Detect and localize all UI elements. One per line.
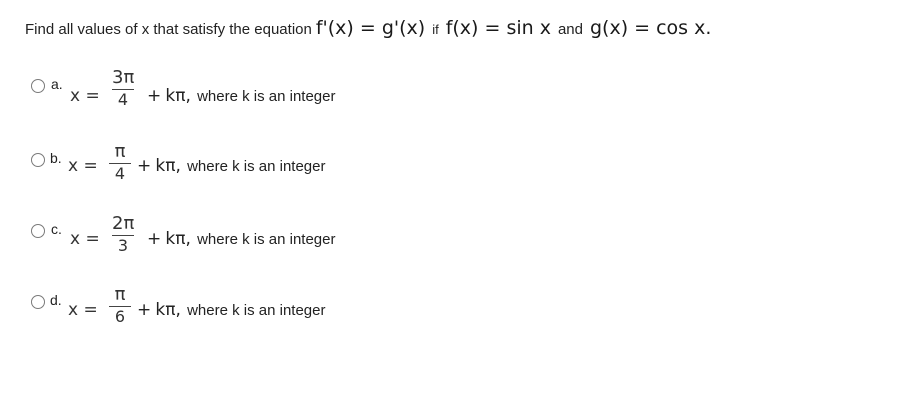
option-x-equals-c: x = — [70, 229, 100, 249]
option-letter-b: b. — [50, 150, 62, 166]
fraction-c — [112, 214, 134, 255]
option-c[interactable] — [31, 211, 451, 269]
fraction-denominator-b: 4 — [114, 164, 126, 183]
fraction-b — [109, 142, 131, 183]
radio-button-c[interactable] — [31, 224, 45, 238]
option-d[interactable] — [31, 285, 451, 343]
fraction-denominator-d: 6 — [114, 307, 126, 326]
question-f-definition: f(x) = sin x — [445, 17, 551, 39]
option-x-equals-d: x = — [68, 300, 98, 320]
option-tail-a — [147, 86, 335, 106]
condition-text-c: where k is an integer — [197, 231, 336, 248]
k-pi-b: kπ, — [155, 156, 181, 176]
question-g-definition: g(x) = cos x. — [589, 17, 712, 39]
condition-text-a: where k is an integer — [197, 88, 336, 105]
option-letter-c: c. — [51, 221, 62, 237]
k-pi-c: kπ, — [165, 229, 191, 249]
fraction-numerator-b: π — [114, 141, 126, 162]
condition-text-d: where k is an integer — [187, 302, 326, 319]
option-x-equals-b: x = — [68, 156, 98, 176]
fraction-numerator-d: π — [114, 284, 126, 305]
option-x-equals-a: x = — [70, 86, 100, 106]
question-if: if — [432, 22, 439, 37]
plus-sign-b: + — [137, 156, 152, 176]
fraction-numerator-c: 2π — [112, 213, 135, 234]
radio-button-b[interactable] — [31, 153, 45, 167]
fraction-numerator-a: 3π — [112, 67, 135, 88]
question-text — [25, 17, 715, 39]
option-b[interactable] — [31, 142, 451, 200]
fraction-d — [109, 285, 131, 326]
condition-text-b: where k is an integer — [187, 158, 326, 175]
option-a[interactable] — [31, 66, 451, 124]
option-tail-b — [137, 156, 325, 176]
option-letter-a: a. — [51, 76, 63, 92]
k-pi-a: kπ, — [165, 86, 191, 106]
fraction-a — [112, 68, 134, 109]
plus-sign-c: + — [147, 229, 162, 249]
option-tail-c — [147, 229, 335, 249]
k-pi-d: kπ, — [155, 300, 181, 320]
radio-button-d[interactable] — [31, 295, 45, 309]
fraction-denominator-a: 4 — [117, 90, 129, 109]
radio-button-a[interactable] — [31, 79, 45, 93]
question-equation: f'(x) = g'(x) — [315, 17, 426, 39]
option-tail-d — [137, 300, 325, 320]
plus-sign-d: + — [137, 300, 152, 320]
question-and: and — [557, 21, 583, 38]
fraction-denominator-c: 3 — [117, 236, 129, 255]
plus-sign-a: + — [147, 86, 162, 106]
option-letter-d: d. — [50, 292, 62, 308]
question-prefix: Find all values of x that satisfy the equation — [25, 21, 312, 38]
